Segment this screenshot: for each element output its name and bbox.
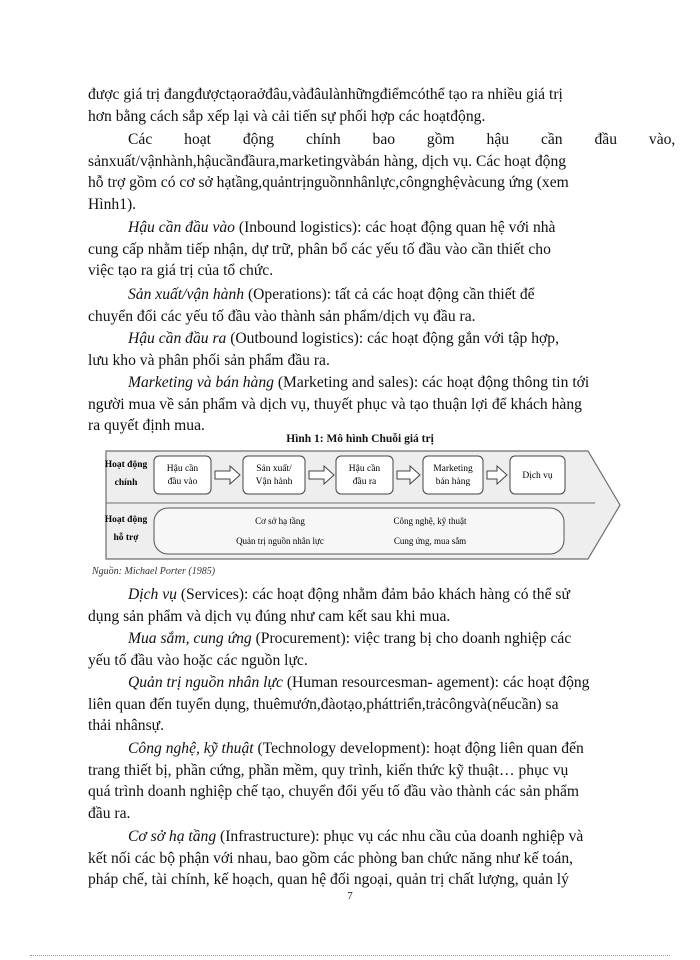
support-activities-box bbox=[154, 508, 564, 554]
paragraph-procurement bbox=[88, 628, 612, 671]
text-line: (Infrastructure): phục vụ các nhu cầu của doanh nghiệp và bbox=[216, 828, 584, 845]
paragraph-hr-management bbox=[88, 672, 612, 737]
text-line: việc tạo ra giá trị của tổ chức. bbox=[88, 262, 274, 279]
text-line: (Inbound logistics): các hoạt động quan hệ với nhà bbox=[234, 219, 556, 236]
step-marketing-2: bán hàng bbox=[435, 477, 471, 487]
text-line: người mua về sản phẩm và dịch vụ, thuyết phục và tạo thuận lợi để khách hàng bbox=[88, 395, 582, 413]
step-inbound-2: đầu vào bbox=[167, 477, 198, 487]
paragraph-intro-continued bbox=[88, 84, 612, 127]
term-outbound-logistics: Hậu cần đầu ra bbox=[128, 330, 227, 347]
value-chain-diagram bbox=[90, 445, 625, 565]
row-label-primary-2: chính bbox=[114, 478, 138, 488]
paragraph-services bbox=[88, 584, 612, 627]
step-box-operations bbox=[243, 456, 305, 494]
step-marketing-1: Marketing bbox=[433, 464, 473, 474]
text-line: yếu tố đầu vào hoặc các nguồn lực. bbox=[88, 651, 308, 669]
step-box-inbound bbox=[154, 456, 211, 494]
text-line: (Technology development): hoạt động liên quan đến bbox=[253, 740, 584, 757]
support-hr: Quản trị nguồn nhân lực bbox=[236, 536, 324, 546]
text-line: (Procurement): việc trang bị cho doanh nghiệp các bbox=[251, 630, 572, 647]
step-operations-1: Sản xuất/ bbox=[256, 464, 292, 474]
text-line: pháp chế, tài chính, kế hoạch, quan hệ đối ngoại, quản trị chất lượng, quản lý bbox=[88, 871, 569, 888]
text-line: Các hoạt động chính bao gồm hậu cần đầu vào, bbox=[128, 131, 676, 148]
text-line: thải nhânsự. bbox=[88, 717, 165, 734]
support-infrastructure: Cơ sở hạ tầng bbox=[255, 516, 305, 526]
term-hr-management: Quản trị nguồn nhân lực bbox=[128, 674, 283, 691]
text-line: (Human resourcesman- agement): các hoạt động bbox=[282, 674, 590, 691]
text-line: quá trình doanh nghiệp chế tạo, chuyển đổi yếu tố đầu vào thành các sản phẩm bbox=[88, 783, 580, 800]
text-line: (Services): các hoạt động nhằm đảm bảo khách hàng có thể sử bbox=[176, 586, 570, 603]
step-services: Dịch vụ bbox=[522, 471, 553, 481]
text-line: chuyển đổi các yếu tố đầu vào thành sản phẩm/dịch vụ đầu ra. bbox=[88, 307, 476, 325]
figure-title: Hình 1: Mô hình Chuỗi giá trị bbox=[286, 433, 434, 445]
text-line: sảnxuất/vậnhành,hậucầnđầura,marketingvàbán hàng, dịch vụ. Các hoạt động bbox=[88, 152, 567, 170]
term-marketing-sales: Marketing và bán hàng bbox=[128, 374, 274, 391]
page-number: 7 bbox=[347, 890, 353, 902]
row-label-support-1: Hoạt động bbox=[104, 515, 148, 525]
step-inbound-1: Hậu cần bbox=[166, 464, 199, 474]
text-line: (Marketing and sales): các hoạt động thông tin tới bbox=[273, 374, 590, 391]
paragraph-technology bbox=[88, 738, 612, 824]
text-line: kết nối các bộ phận với nhau, bao gồm các phòng ban chức năng như kế toán, bbox=[88, 849, 574, 867]
text-line: được giá trị đangđượctạoraởđâu,vàđâulànhữngđiểmcóthể tạo ra nhiều giá trị bbox=[88, 86, 563, 103]
paragraph-activities-overview bbox=[88, 129, 676, 215]
row-label-primary-1: Hoạt động bbox=[104, 460, 148, 470]
paragraph-operations bbox=[88, 284, 612, 327]
support-procurement: Cung ứng, mua sắm bbox=[393, 536, 467, 546]
step-outbound-2: đầu ra bbox=[352, 477, 377, 487]
text-line: hỗ trợ gồm có cơ sở hạtầng,quảntrịnguồnnhânlực,côngnghệvàcung ứng (xem bbox=[88, 174, 569, 191]
text-line: dụng sản phẩm và dịch vụ đúng như cam kết sau khi mua. bbox=[88, 607, 451, 625]
term-services: Dịch vụ bbox=[128, 586, 177, 603]
text-line: trang thiết bị, phần cứng, phần mềm, quy trình, kiến thức kỹ thuật… phục vụ bbox=[88, 761, 569, 779]
term-infrastructure: Cơ sở hạ tầng bbox=[128, 828, 217, 845]
text-line: (Outbound logistics): các hoạt động gắn với tập hợp, bbox=[226, 330, 559, 347]
term-technology: Công nghệ, kỹ thuật bbox=[128, 740, 254, 757]
text-line: ra quyết định mua. bbox=[88, 417, 205, 434]
text-line: Hình1). bbox=[88, 195, 137, 213]
text-line: hơn bằng cách sắp xếp lại và cải tiến sự phối hợp các hoạtđộng. bbox=[88, 107, 486, 125]
paragraph-infrastructure bbox=[88, 826, 612, 891]
step-box-outbound bbox=[336, 456, 393, 494]
step-outbound-1: Hậu cần bbox=[348, 464, 381, 474]
step-box-marketing bbox=[423, 456, 483, 494]
text-line: đầu ra. bbox=[88, 804, 131, 822]
term-inbound-logistics: Hậu cần đầu vào bbox=[128, 219, 235, 236]
support-technology: Công nghệ, kỹ thuật bbox=[393, 516, 467, 526]
paragraph-outbound-logistics bbox=[88, 328, 612, 371]
step-operations-2: Vận hành bbox=[255, 477, 293, 487]
figure-source: Nguồn: Michael Porter (1985) bbox=[92, 566, 216, 577]
text-line: liên quan đến tuyển dụng, thuêmướn,đàotạo,pháttriển,trảcôngvà(nếucần) sa bbox=[88, 695, 559, 713]
text-line: lưu kho và phân phối sản phẩm đầu ra. bbox=[88, 351, 330, 369]
paragraph-marketing-sales bbox=[88, 372, 612, 437]
term-operations: Sản xuất/vận hành bbox=[128, 286, 245, 303]
text-line: (Operations): tất cả các hoạt động cần thiết để bbox=[244, 286, 535, 303]
text-line: cung cấp nhằm tiếp nhận, dự trữ, phân bổ các yếu tố đầu vào cần thiết cho bbox=[88, 240, 551, 258]
page-footer-divider bbox=[30, 955, 670, 956]
term-procurement: Mua sắm, cung ứng bbox=[128, 630, 252, 647]
row-label-support-2: hỗ trợ bbox=[113, 533, 139, 543]
paragraph-inbound-logistics bbox=[88, 217, 612, 282]
